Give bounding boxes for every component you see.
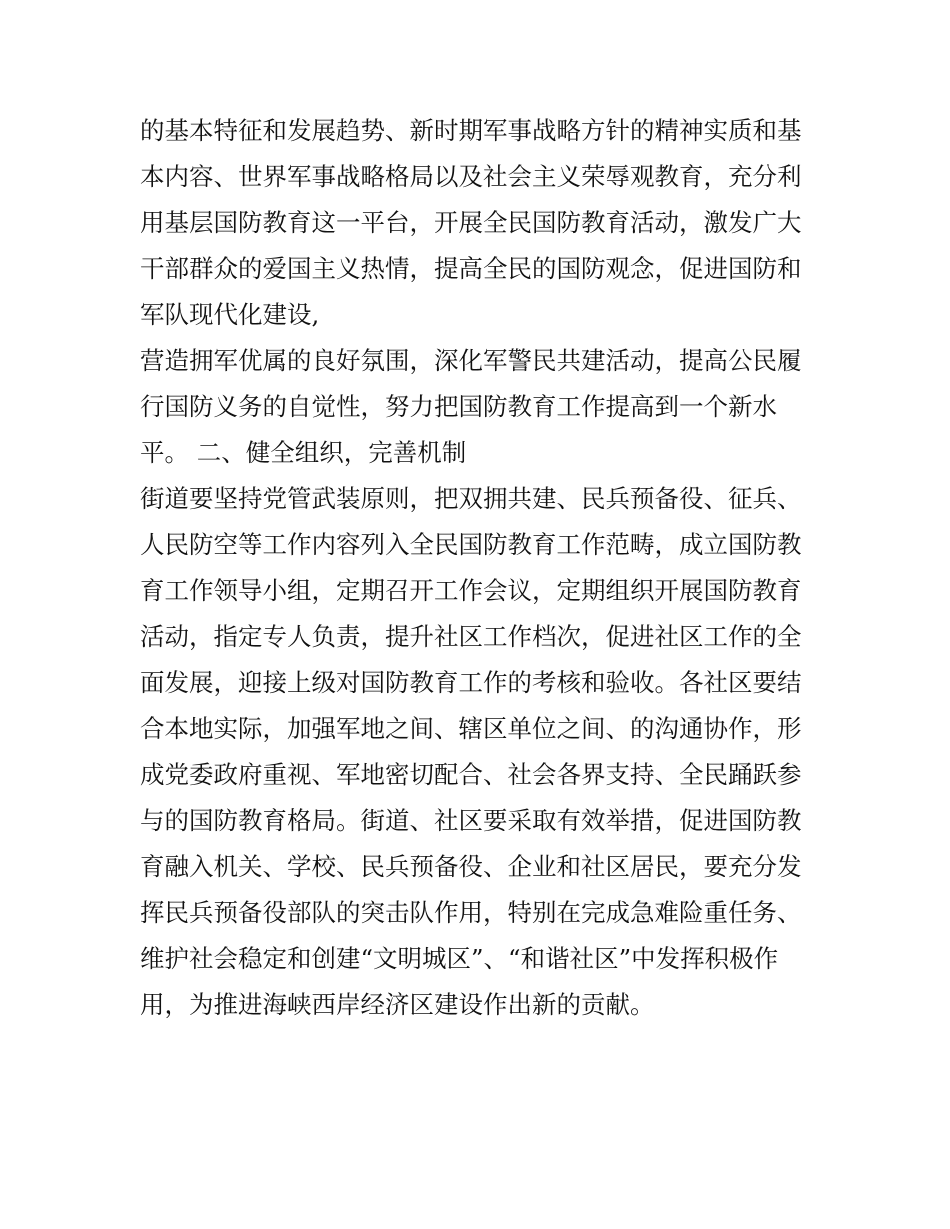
document-body xyxy=(140,108,830,1028)
text-line: 干部群众的爱国主义热情，提高全民的国防观念，促进国防和 xyxy=(140,254,802,283)
text-line: 用基层国防教育这一平台，开展全民国防教育活动，激发广大 xyxy=(140,208,802,237)
text-line: 活动，指定专人负责，提升社区工作档次，促进社区工作的全 xyxy=(140,622,802,651)
text-line: 军队现代化建设, xyxy=(140,300,320,329)
text-line: 行国防义务的自觉性，努力把国防教育工作提高到一个新水 xyxy=(140,392,777,421)
text-line: 挥民兵预备役部队的突击队作用，特别在完成急难险重任务、 xyxy=(140,898,802,927)
text-line: 街道要坚持党管武装原则，把双拥共建、民兵预备役、征兵、 xyxy=(140,484,802,513)
text-line: 的基本特征和发展趋势、新时期军事战略方针的精神实质和基 xyxy=(140,116,802,145)
text-line: 维护社会稳定和创建“文明城区”、“和谐社区”中发挥积极作 xyxy=(140,944,779,973)
text-line: 合本地实际，加强军地之间、辖区单位之间、的沟通协作，形 xyxy=(140,714,802,743)
text-line: 育工作领导小组，定期召开工作会议，定期组织开展国防教育 xyxy=(140,576,802,605)
text-line: 与的国防教育格局。街道、社区要采取有效举措，促进国防教 xyxy=(140,806,802,835)
text-line: 本内容、世界军事战略格局以及社会主义荣辱观教育，充分利 xyxy=(140,162,802,191)
text-line: 面发展，迎接上级对国防教育工作的考核和验收。各社区要结 xyxy=(140,668,802,697)
text-line: 用，为推进海峡西岸经济区建设作出新的贡献。 xyxy=(140,990,655,1019)
text-line: 人民防空等工作内容列入全民国防教育工作范畴，成立国防教 xyxy=(140,530,802,559)
text-line: 营造拥军优属的良好氛围，深化军警民共建活动，提高公民履 xyxy=(140,346,802,375)
section-heading-line: 平。 二、健全组织，完善机制 xyxy=(140,438,467,467)
text-line: 育融入机关、学校、民兵预备役、企业和社区居民，要充分发 xyxy=(140,852,802,881)
text-line: 成党委政府重视、军地密切配合、社会各界支持、全民踊跃参 xyxy=(140,760,802,789)
